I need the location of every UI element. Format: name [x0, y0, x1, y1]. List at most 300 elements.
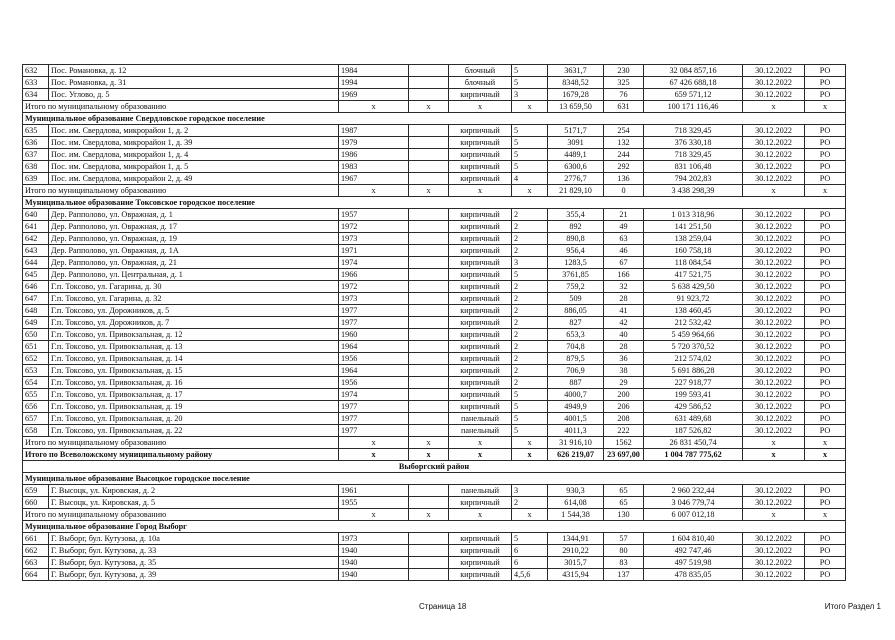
municipality-total-row: [23, 509, 846, 521]
floors-cell: 4,5,6: [512, 569, 548, 581]
address-cell: Г.п. Токсово, ул. Привокзальная, д. 12: [49, 329, 339, 341]
operator-cell: РО: [805, 353, 846, 365]
operator-cell: x: [805, 437, 846, 449]
deadline-cell: 30.12.2022: [743, 245, 805, 257]
extra-cell: [409, 161, 449, 173]
extra-cell: [409, 305, 449, 317]
floors-cell: 3: [512, 89, 548, 101]
floors-cell: 5: [512, 137, 548, 149]
extra-cell: x: [409, 185, 449, 197]
year-built-cell: 1955: [339, 497, 409, 509]
table-row: [23, 149, 846, 161]
municipality-header-row: [23, 521, 846, 533]
address-cell: Г.п. Токсово, ул. Привокзальная, д. 17: [49, 389, 339, 401]
cost-cell: 478 835,05: [644, 569, 743, 581]
extra-cell: x: [409, 437, 449, 449]
residents-cell: 200: [604, 389, 644, 401]
extra-cell: [409, 149, 449, 161]
address-cell: Г. Выборг, бул. Кутузова, д. 10а: [49, 533, 339, 545]
residents-cell: 28: [604, 341, 644, 353]
floors-cell: 5: [512, 269, 548, 281]
operator-cell: РО: [805, 389, 846, 401]
area-cell: 4315,94: [548, 569, 604, 581]
area-cell: 21 829,10: [548, 185, 604, 197]
wall-material-cell: панельный: [449, 485, 512, 497]
municipality-header-row: [23, 113, 846, 125]
operator-cell: РО: [805, 65, 846, 77]
floors-cell: x: [512, 437, 548, 449]
table-row: [23, 269, 846, 281]
cost-cell: 6 007 012,18: [644, 509, 743, 521]
table-row: [23, 281, 846, 293]
address-cell: Г.п. Токсово, ул. Дорожников, д. 5: [49, 305, 339, 317]
address-cell: Дер. Рапполово, ул. Овражная, д. 1: [49, 209, 339, 221]
cost-cell: 718 329,45: [644, 149, 743, 161]
cost-cell: 831 106,48: [644, 161, 743, 173]
year-built-cell: 1986: [339, 149, 409, 161]
wall-material-cell: x: [449, 437, 512, 449]
area-cell: 956,4: [548, 245, 604, 257]
residents-cell: 42: [604, 317, 644, 329]
row-number-cell: 647: [23, 293, 49, 305]
residents-cell: 254: [604, 125, 644, 137]
residents-cell: 46: [604, 245, 644, 257]
operator-cell: РО: [805, 269, 846, 281]
cost-cell: 1 013 318,96: [644, 209, 743, 221]
extra-cell: [409, 545, 449, 557]
cost-cell: 631 489,68: [644, 413, 743, 425]
row-number-cell: 648: [23, 305, 49, 317]
area-cell: 892: [548, 221, 604, 233]
table-row: [23, 173, 846, 185]
address-cell: Дер. Рапполово, ул. Овражная, д. 19: [49, 233, 339, 245]
floors-cell: 2: [512, 353, 548, 365]
year-built-cell: x: [339, 449, 409, 461]
cost-cell: 659 571,12: [644, 89, 743, 101]
wall-material-cell: кирпичный: [449, 569, 512, 581]
operator-cell: РО: [805, 329, 846, 341]
floors-cell: 2: [512, 221, 548, 233]
area-cell: 1283,5: [548, 257, 604, 269]
total-label-cell: Итого по муниципальному образованию: [23, 437, 339, 449]
operator-cell: РО: [805, 533, 846, 545]
operator-cell: x: [805, 449, 846, 461]
total-label-cell: Итого по Всеволожскому муниципальному району: [23, 449, 339, 461]
year-built-cell: 1940: [339, 545, 409, 557]
residents-cell: 32: [604, 281, 644, 293]
cost-cell: 5 638 429,50: [644, 281, 743, 293]
table-row: [23, 533, 846, 545]
cost-cell: 187 526,82: [644, 425, 743, 437]
row-number-cell: 643: [23, 245, 49, 257]
table-row: [23, 89, 846, 101]
year-built-cell: 1969: [339, 89, 409, 101]
municipality-total-row: [23, 101, 846, 113]
residents-cell: 65: [604, 485, 644, 497]
municipality-name-cell: Муниципальное образование Токсовское городское поселение: [23, 197, 846, 209]
cost-cell: 91 923,72: [644, 293, 743, 305]
cost-cell: 1 604 810,40: [644, 533, 743, 545]
cost-cell: 212 574,02: [644, 353, 743, 365]
address-cell: Г. Выборг, бул. Кутузова, д. 33: [49, 545, 339, 557]
extra-cell: [409, 317, 449, 329]
extra-cell: [409, 125, 449, 137]
residents-cell: 0: [604, 185, 644, 197]
year-built-cell: 1979: [339, 137, 409, 149]
extra-cell: [409, 533, 449, 545]
wall-material-cell: кирпичный: [449, 377, 512, 389]
cost-cell: 417 521,75: [644, 269, 743, 281]
cost-cell: 26 831 450,74: [644, 437, 743, 449]
table-row: [23, 401, 846, 413]
table-row: [23, 77, 846, 89]
operator-cell: РО: [805, 149, 846, 161]
wall-material-cell: кирпичный: [449, 389, 512, 401]
wall-material-cell: кирпичный: [449, 89, 512, 101]
wall-material-cell: кирпичный: [449, 497, 512, 509]
cost-cell: 718 329,45: [644, 125, 743, 137]
residents-cell: 1562: [604, 437, 644, 449]
wall-material-cell: кирпичный: [449, 353, 512, 365]
row-number-cell: 649: [23, 317, 49, 329]
floors-cell: 5: [512, 65, 548, 77]
row-number-cell: 632: [23, 65, 49, 77]
deadline-cell: 30.12.2022: [743, 269, 805, 281]
deadline-cell: 30.12.2022: [743, 557, 805, 569]
floors-cell: 2: [512, 317, 548, 329]
table-row: [23, 425, 846, 437]
cost-cell: 32 084 857,16: [644, 65, 743, 77]
address-cell: Пос. Углово, д. 5: [49, 89, 339, 101]
deadline-cell: 30.12.2022: [743, 329, 805, 341]
floors-cell: 2: [512, 209, 548, 221]
cost-cell: 376 330,18: [644, 137, 743, 149]
deadline-cell: 30.12.2022: [743, 77, 805, 89]
address-cell: Пос. Романовка, д. 12: [49, 65, 339, 77]
area-cell: 5171,7: [548, 125, 604, 137]
residents-cell: 166: [604, 269, 644, 281]
residents-cell: 244: [604, 149, 644, 161]
operator-cell: РО: [805, 341, 846, 353]
deadline-cell: 30.12.2022: [743, 221, 805, 233]
table-row: [23, 377, 846, 389]
address-cell: Г.п. Токсово, ул. Привокзальная, д. 19: [49, 401, 339, 413]
wall-material-cell: кирпичный: [449, 557, 512, 569]
residents-cell: 63: [604, 233, 644, 245]
area-cell: 3091: [548, 137, 604, 149]
floors-cell: 3: [512, 485, 548, 497]
area-cell: 4011,3: [548, 425, 604, 437]
operator-cell: x: [805, 101, 846, 113]
extra-cell: [409, 245, 449, 257]
table-row: [23, 353, 846, 365]
residents-cell: 21: [604, 209, 644, 221]
floors-cell: x: [512, 449, 548, 461]
deadline-cell: 30.12.2022: [743, 485, 805, 497]
floors-cell: 2: [512, 377, 548, 389]
operator-cell: РО: [805, 497, 846, 509]
deadline-cell: 30.12.2022: [743, 161, 805, 173]
address-cell: Г. Выборг, бул. Кутузова, д. 35: [49, 557, 339, 569]
deadline-cell: 30.12.2022: [743, 533, 805, 545]
area-cell: 626 219,07: [548, 449, 604, 461]
floors-cell: x: [512, 509, 548, 521]
area-cell: 3015,7: [548, 557, 604, 569]
cost-cell: 227 918,77: [644, 377, 743, 389]
year-built-cell: x: [339, 185, 409, 197]
extra-cell: [409, 329, 449, 341]
floors-cell: 2: [512, 329, 548, 341]
municipality-name-cell: Муниципальное образование Город Выборг: [23, 521, 846, 533]
cost-cell: 138 460,45: [644, 305, 743, 317]
floors-cell: 5: [512, 389, 548, 401]
floors-cell: 5: [512, 149, 548, 161]
year-built-cell: 1984: [339, 65, 409, 77]
floors-cell: 2: [512, 233, 548, 245]
operator-cell: РО: [805, 305, 846, 317]
row-number-cell: 654: [23, 377, 49, 389]
deadline-cell: 30.12.2022: [743, 65, 805, 77]
table-row: [23, 293, 846, 305]
deadline-cell: 30.12.2022: [743, 317, 805, 329]
operator-cell: РО: [805, 425, 846, 437]
deadline-cell: 30.12.2022: [743, 341, 805, 353]
residents-cell: 83: [604, 557, 644, 569]
wall-material-cell: кирпичный: [449, 293, 512, 305]
cost-cell: 138 259,04: [644, 233, 743, 245]
operator-cell: РО: [805, 545, 846, 557]
area-cell: 1344,91: [548, 533, 604, 545]
floors-cell: 2: [512, 365, 548, 377]
floors-cell: 2: [512, 341, 548, 353]
page-number: Страница 18: [419, 602, 467, 611]
wall-material-cell: кирпичный: [449, 317, 512, 329]
wall-material-cell: x: [449, 101, 512, 113]
wall-material-cell: кирпичный: [449, 305, 512, 317]
area-cell: 890,8: [548, 233, 604, 245]
cost-cell: 212 532,42: [644, 317, 743, 329]
year-built-cell: 1957: [339, 209, 409, 221]
cost-cell: 5 459 964,66: [644, 329, 743, 341]
deadline-cell: 30.12.2022: [743, 149, 805, 161]
row-number-cell: 639: [23, 173, 49, 185]
row-number-cell: 646: [23, 281, 49, 293]
operator-cell: РО: [805, 221, 846, 233]
row-number-cell: 651: [23, 341, 49, 353]
row-number-cell: 658: [23, 425, 49, 437]
area-cell: 704,8: [548, 341, 604, 353]
extra-cell: [409, 377, 449, 389]
floors-cell: 2: [512, 281, 548, 293]
operator-cell: РО: [805, 89, 846, 101]
year-built-cell: 1961: [339, 485, 409, 497]
table-row: [23, 341, 846, 353]
area-cell: 13 659,50: [548, 101, 604, 113]
year-built-cell: 1960: [339, 329, 409, 341]
operator-cell: РО: [805, 233, 846, 245]
cost-cell: 100 171 116,46: [644, 101, 743, 113]
row-number-cell: 645: [23, 269, 49, 281]
table-row: [23, 221, 846, 233]
deadline-cell: 30.12.2022: [743, 413, 805, 425]
deadline-cell: 30.12.2022: [743, 89, 805, 101]
municipality-header-row: [23, 197, 846, 209]
deadline-cell: 30.12.2022: [743, 137, 805, 149]
year-built-cell: 1940: [339, 569, 409, 581]
cost-cell: 141 251,50: [644, 221, 743, 233]
extra-cell: [409, 365, 449, 377]
address-cell: Г.п. Токсово, ул. Привокзальная, д. 16: [49, 377, 339, 389]
area-cell: 4001,5: [548, 413, 604, 425]
wall-material-cell: кирпичный: [449, 341, 512, 353]
area-cell: 879,5: [548, 353, 604, 365]
year-built-cell: 1956: [339, 353, 409, 365]
year-built-cell: 1977: [339, 305, 409, 317]
deadline-cell: 30.12.2022: [743, 353, 805, 365]
residents-cell: 41: [604, 305, 644, 317]
register-sheet: [22, 64, 845, 581]
total-label-cell: Итого по муниципальному образованию: [23, 185, 339, 197]
residents-cell: 57: [604, 533, 644, 545]
deadline-cell: 30.12.2022: [743, 125, 805, 137]
residents-cell: 36: [604, 353, 644, 365]
table-row: [23, 257, 846, 269]
wall-material-cell: кирпичный: [449, 269, 512, 281]
address-cell: Г.п. Токсово, ул. Привокзальная, д. 13: [49, 341, 339, 353]
year-built-cell: 1994: [339, 77, 409, 89]
address-cell: Дер. Рапполово, ул. Овражная, д. 21: [49, 257, 339, 269]
extra-cell: x: [409, 101, 449, 113]
year-built-cell: 1977: [339, 413, 409, 425]
extra-cell: [409, 485, 449, 497]
operator-cell: x: [805, 185, 846, 197]
wall-material-cell: кирпичный: [449, 245, 512, 257]
table-row: [23, 389, 846, 401]
floors-cell: 2: [512, 245, 548, 257]
floors-cell: 3: [512, 257, 548, 269]
extra-cell: [409, 257, 449, 269]
table-row: [23, 485, 846, 497]
housing-register-table: [22, 64, 846, 581]
floors-cell: 5: [512, 413, 548, 425]
district-total-row: [23, 449, 846, 461]
year-built-cell: 1971: [339, 245, 409, 257]
extra-cell: [409, 137, 449, 149]
cost-cell: 5 720 370,52: [644, 341, 743, 353]
extra-cell: [409, 401, 449, 413]
residents-cell: 29: [604, 377, 644, 389]
table-row: [23, 557, 846, 569]
operator-cell: РО: [805, 137, 846, 149]
wall-material-cell: x: [449, 185, 512, 197]
residents-cell: 631: [604, 101, 644, 113]
floors-cell: 4: [512, 173, 548, 185]
operator-cell: x: [805, 509, 846, 521]
municipality-total-row: [23, 437, 846, 449]
section-total-label: Итого Раздел 1: [824, 602, 881, 611]
address-cell: Г.п. Токсово, ул. Гагарина, д. 32: [49, 293, 339, 305]
deadline-cell: x: [743, 509, 805, 521]
year-built-cell: x: [339, 437, 409, 449]
deadline-cell: 30.12.2022: [743, 173, 805, 185]
residents-cell: 325: [604, 77, 644, 89]
residents-cell: 130: [604, 509, 644, 521]
year-built-cell: 1973: [339, 533, 409, 545]
table-row: [23, 125, 846, 137]
deadline-cell: 30.12.2022: [743, 233, 805, 245]
year-built-cell: 1964: [339, 341, 409, 353]
operator-cell: РО: [805, 209, 846, 221]
year-built-cell: x: [339, 509, 409, 521]
extra-cell: [409, 413, 449, 425]
operator-cell: РО: [805, 317, 846, 329]
residents-cell: 76: [604, 89, 644, 101]
row-number-cell: 633: [23, 77, 49, 89]
area-cell: 6300,6: [548, 161, 604, 173]
cost-cell: 118 084,54: [644, 257, 743, 269]
deadline-cell: 30.12.2022: [743, 569, 805, 581]
extra-cell: [409, 425, 449, 437]
extra-cell: [409, 65, 449, 77]
wall-material-cell: кирпичный: [449, 401, 512, 413]
wall-material-cell: блочный: [449, 65, 512, 77]
table-row: [23, 161, 846, 173]
cost-cell: 794 202,83: [644, 173, 743, 185]
floors-cell: x: [512, 185, 548, 197]
extra-cell: [409, 341, 449, 353]
municipality-total-row: [23, 185, 846, 197]
wall-material-cell: кирпичный: [449, 365, 512, 377]
operator-cell: РО: [805, 245, 846, 257]
floors-cell: 6: [512, 545, 548, 557]
area-cell: 4949,9: [548, 401, 604, 413]
cost-cell: 199 593,41: [644, 389, 743, 401]
operator-cell: РО: [805, 557, 846, 569]
area-cell: 2776,7: [548, 173, 604, 185]
wall-material-cell: кирпичный: [449, 137, 512, 149]
operator-cell: РО: [805, 401, 846, 413]
deadline-cell: 30.12.2022: [743, 497, 805, 509]
deadline-cell: 30.12.2022: [743, 293, 805, 305]
area-cell: 759,2: [548, 281, 604, 293]
deadline-cell: 30.12.2022: [743, 257, 805, 269]
wall-material-cell: кирпичный: [449, 329, 512, 341]
row-number-cell: 635: [23, 125, 49, 137]
table-row: [23, 365, 846, 377]
operator-cell: РО: [805, 413, 846, 425]
address-cell: Пос. им. Свердлова, микрорайон 1, д. 39: [49, 137, 339, 149]
operator-cell: РО: [805, 125, 846, 137]
extra-cell: [409, 293, 449, 305]
floors-cell: 6: [512, 557, 548, 569]
table-row: [23, 305, 846, 317]
floors-cell: x: [512, 101, 548, 113]
area-cell: 827: [548, 317, 604, 329]
residents-cell: 28: [604, 293, 644, 305]
operator-cell: РО: [805, 365, 846, 377]
year-built-cell: 1977: [339, 425, 409, 437]
residents-cell: 292: [604, 161, 644, 173]
wall-material-cell: кирпичный: [449, 533, 512, 545]
deadline-cell: 30.12.2022: [743, 401, 805, 413]
address-cell: Г.п. Токсово, ул. Привокзальная, д. 15: [49, 365, 339, 377]
district-name-cell: Выборгский район: [23, 461, 846, 473]
total-label-cell: Итого по муниципальному образованию: [23, 509, 339, 521]
row-number-cell: 661: [23, 533, 49, 545]
year-built-cell: 1974: [339, 257, 409, 269]
residents-cell: 67: [604, 257, 644, 269]
row-number-cell: 636: [23, 137, 49, 149]
